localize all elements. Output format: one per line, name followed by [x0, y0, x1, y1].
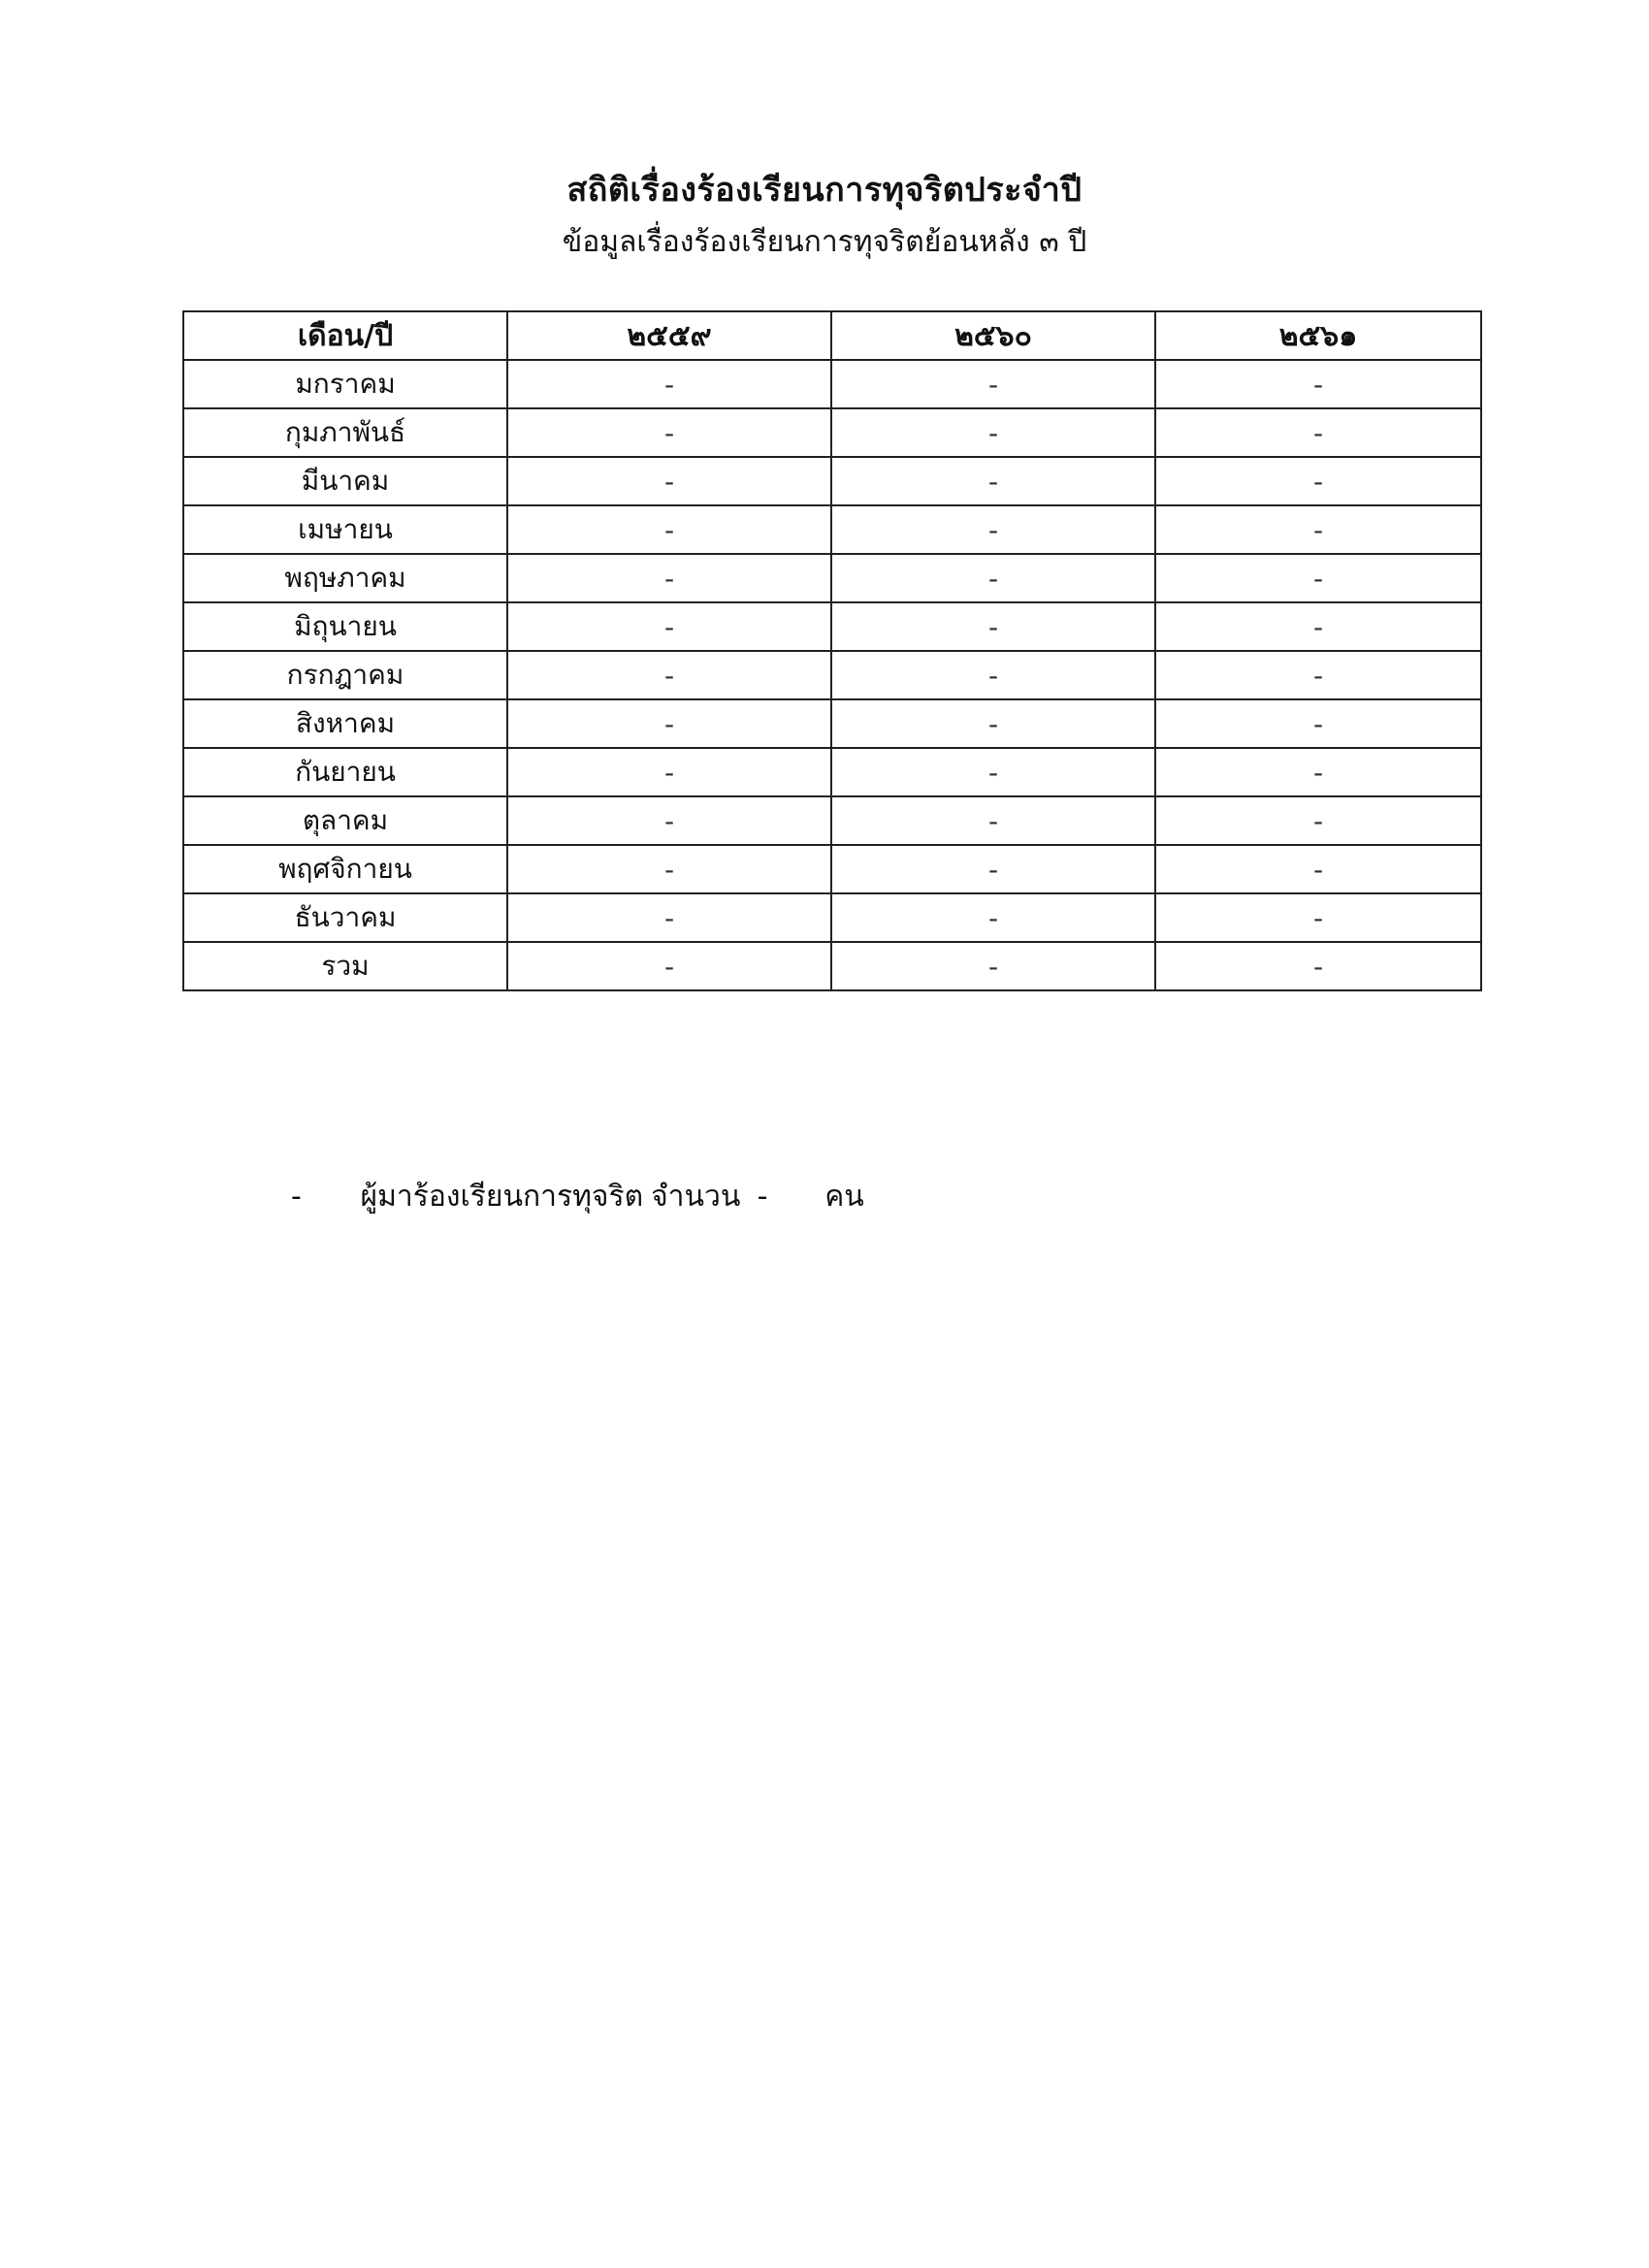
row-month: ธันวาคม — [183, 893, 507, 942]
table-row — [183, 602, 1481, 651]
cell-value: - — [1155, 845, 1481, 893]
row-month: มกราคม — [183, 360, 507, 408]
summary-label: ผู้มาร้องเรียนการทุจริต — [360, 1180, 644, 1214]
row-month: เมษายน — [183, 505, 507, 554]
cell-value: - — [831, 893, 1155, 942]
cell-value: - — [1155, 796, 1481, 845]
cell-value: - — [507, 408, 831, 457]
cell-value: - — [831, 602, 1155, 651]
cell-value: - — [507, 796, 831, 845]
cell-value: - — [1155, 893, 1481, 942]
table-row — [183, 360, 1481, 408]
cell-value: - — [831, 651, 1155, 699]
table-row — [183, 796, 1481, 845]
cell-value: - — [831, 457, 1155, 505]
table-row — [183, 505, 1481, 554]
cell-value: - — [831, 554, 1155, 602]
summary-unit: คน — [824, 1180, 864, 1214]
row-month: กรกฎาคม — [183, 651, 507, 699]
cell-value: - — [1155, 360, 1481, 408]
cell-total-value: - — [831, 942, 1155, 990]
row-month: กุมภาพันธ์ — [183, 408, 507, 457]
table-row — [183, 457, 1481, 505]
header-year-2560: ๒๕๖๐ — [831, 311, 1155, 360]
table-row — [183, 748, 1481, 796]
table-total-row — [183, 942, 1481, 990]
cell-value: - — [831, 796, 1155, 845]
cell-value: - — [507, 748, 831, 796]
summary-count-label: จำนวน — [651, 1180, 741, 1214]
cell-total-value: - — [1155, 942, 1481, 990]
table-row — [183, 651, 1481, 699]
table-row — [183, 408, 1481, 457]
header-year-2561: ๒๕๖๑ — [1155, 311, 1481, 360]
cell-value: - — [507, 602, 831, 651]
cell-value: - — [1155, 651, 1481, 699]
row-month: สิงหาคม — [183, 699, 507, 748]
table-row — [183, 554, 1481, 602]
cell-value: - — [831, 408, 1155, 457]
cell-value: - — [831, 360, 1155, 408]
cell-value: - — [1155, 457, 1481, 505]
table-header-row — [183, 311, 1481, 360]
header-year-2559: ๒๕๕๙ — [507, 311, 831, 360]
page-subtitle: ข้อมูลเรื่องร้องเรียนการทุจริตย้อนหลัง ๓ ปี — [562, 225, 1087, 259]
cell-value: - — [507, 845, 831, 893]
row-month: กันยายน — [183, 748, 507, 796]
cell-value: - — [831, 505, 1155, 554]
cell-value: - — [1155, 554, 1481, 602]
complaint-statistics-table — [182, 310, 1482, 991]
table-row — [183, 845, 1481, 893]
cell-value: - — [1155, 408, 1481, 457]
cell-value: - — [507, 554, 831, 602]
cell-value: - — [831, 748, 1155, 796]
cell-value: - — [1155, 748, 1481, 796]
cell-value: - — [507, 893, 831, 942]
cell-value: - — [1155, 602, 1481, 651]
cell-value: - — [831, 699, 1155, 748]
cell-value: - — [1155, 699, 1481, 748]
cell-value: - — [507, 505, 831, 554]
page-title: สถิติเรื่องร้องเรียนการทุจริตประจำปี — [566, 171, 1083, 210]
row-month: มิถุนายน — [183, 602, 507, 651]
summary-count-value: - — [757, 1180, 768, 1214]
cell-value: - — [507, 457, 831, 505]
row-month: มีนาคม — [183, 457, 507, 505]
cell-value: - — [507, 699, 831, 748]
row-total-label: รวม — [183, 942, 507, 990]
cell-value: - — [1155, 505, 1481, 554]
complainant-summary — [291, 1174, 864, 1219]
table-row — [183, 893, 1481, 942]
table-row — [183, 699, 1481, 748]
summary-bullet: - — [291, 1180, 302, 1214]
cell-value: - — [507, 651, 831, 699]
header-month-year: เดือน/ปี — [183, 311, 507, 360]
row-month: ตุลาคม — [183, 796, 507, 845]
cell-total-value: - — [507, 942, 831, 990]
cell-value: - — [507, 360, 831, 408]
row-month: พฤษภาคม — [183, 554, 507, 602]
cell-value: - — [831, 845, 1155, 893]
row-month: พฤศจิกายน — [183, 845, 507, 893]
